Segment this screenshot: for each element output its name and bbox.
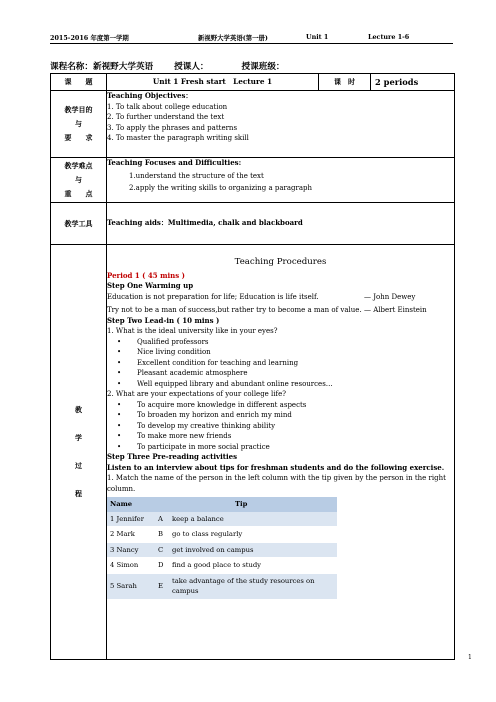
- tip-header-name: Name: [107, 497, 155, 512]
- tip-text: get involved on campus: [169, 542, 337, 558]
- teacher-label: 授课人：: [174, 62, 209, 72]
- header-unit: Unit 1: [306, 33, 329, 41]
- objective-item: 4. To master the paragraph writing skill: [107, 134, 249, 142]
- tip-text: keep a balance: [169, 512, 337, 527]
- quote-author: — John Dewey: [364, 292, 416, 301]
- focus-content: [107, 158, 455, 203]
- lesson-plan-table: [50, 73, 455, 660]
- list-item: • Pleasant academic atmosphere: [117, 368, 454, 379]
- tip-name: 4 Simon: [107, 558, 155, 574]
- tip-letter: D: [155, 558, 169, 574]
- matching-exercise: 1. Match the name of the person in the left column with the tip given by the person in the right column.: [107, 474, 446, 493]
- row-tools: [51, 203, 455, 245]
- objectives-content: [107, 91, 455, 158]
- objectives-label-line1: 教学目的: [64, 105, 93, 114]
- listening-instruction: Listen to an interview about tips for freshman students and do the following exercise.: [107, 462, 445, 472]
- procedures-label-char: 过: [75, 461, 82, 470]
- row-procedures: [51, 245, 455, 660]
- row-objectives: [51, 91, 455, 158]
- table-row: [107, 527, 337, 543]
- tip-name: 1 Jennifer: [107, 512, 155, 527]
- tip-letter: C: [155, 542, 169, 558]
- header-book: 新视野大学英语(第一册): [198, 34, 268, 42]
- table-row: [107, 558, 337, 574]
- focus-item: 1.understand the structure of the text: [129, 171, 264, 180]
- list-item: • To make more new friends: [117, 431, 454, 442]
- focus-item: 2.apply the writing skills to organizing a paragraph: [129, 184, 313, 192]
- objectives-label-line3: 要 求: [64, 133, 93, 142]
- tip-text: find a good place to study: [169, 558, 337, 574]
- step-three-heading: Step Three Pre-reading activities: [107, 452, 238, 461]
- list-item: • Qualified professors: [117, 337, 454, 348]
- table-row: [107, 573, 337, 599]
- procedures-content: [107, 245, 455, 660]
- list-item: • Nice living condition: [117, 347, 454, 358]
- hours-value: 2 periods: [371, 74, 455, 91]
- row-focus: [51, 158, 455, 203]
- tip-text: go to class regularly: [169, 527, 337, 543]
- question-1: 1. What is the ideal university like in your eyes?: [107, 327, 278, 335]
- step-one-heading: Step One Warming up: [107, 281, 194, 290]
- list-item: • To broaden my horizon and enrich my mind: [117, 410, 454, 421]
- header-lecture: Lecture 1-6: [368, 33, 410, 41]
- tip-name: 5 Sarah: [107, 573, 155, 599]
- tip-letter: A: [155, 512, 169, 527]
- quote-text: Try not to be a man of success,but rather try to become a man of value.: [107, 306, 362, 314]
- objective-item: 3. To apply the phrases and patterns: [107, 123, 238, 132]
- list-item: • To acquire more knowledge in different aspects: [117, 400, 454, 411]
- procedures-label-char: 程: [75, 489, 82, 498]
- objective-item: 2. To further understand the text: [107, 113, 225, 121]
- quote-row: [107, 292, 454, 303]
- question-2: 2. What are your expectations of your college life?: [107, 390, 287, 398]
- list-item: • To develop my creative thinking ability: [117, 421, 454, 432]
- focus-label: [51, 158, 107, 203]
- tools-label: 教学工具: [51, 203, 107, 245]
- table-row: [107, 542, 337, 558]
- question-2-list: [107, 400, 454, 453]
- tip-letter: B: [155, 527, 169, 543]
- page-number: 1: [468, 654, 472, 661]
- tip-name: 2 Mark: [107, 527, 155, 543]
- focus-heading: Teaching Focuses and Difficulties:: [107, 158, 242, 167]
- procedures-title: Teaching Procedures: [234, 257, 327, 267]
- procedures-label: [51, 245, 107, 660]
- tip-table-header: [107, 497, 337, 512]
- class-label: 授课班级：: [241, 62, 285, 72]
- focus-label-line2: 与: [75, 175, 82, 184]
- period-heading: Period 1 ( 45 mins ): [107, 270, 185, 280]
- tip-letter: E: [155, 573, 169, 599]
- row-topic: [51, 74, 455, 91]
- quote-row: [107, 305, 454, 316]
- objective-item: 1. To talk about college education: [107, 102, 228, 111]
- procedures-label-char: 教: [75, 405, 82, 414]
- objectives-label-line2: 与: [75, 119, 82, 128]
- tip-header-tip: Tip: [155, 497, 337, 512]
- question-1-list: [107, 337, 454, 390]
- topic-title: Unit 1 Fresh start Lecture 1: [107, 74, 319, 91]
- hours-label: 课 时: [319, 74, 371, 91]
- list-item: • To participate in more social practice: [117, 442, 454, 453]
- tip-name: 3 Nancy: [107, 542, 155, 558]
- focus-label-line1: 教学难点: [64, 161, 93, 170]
- tip-table: [107, 497, 337, 600]
- table-row: [107, 512, 337, 527]
- page-header: [50, 31, 453, 44]
- quote-text: Education is not preparation for life; Education is life itself.: [107, 292, 319, 301]
- tip-text: take advantage of the study resources on campus: [169, 573, 337, 599]
- objectives-label: [51, 91, 107, 158]
- objectives-heading: Teaching Objectives：: [107, 91, 193, 100]
- tools-content: Teaching aids：Multimedia, chalk and blackboard: [107, 203, 455, 245]
- course-info-line: [50, 60, 289, 72]
- focus-label-line3: 重 点: [64, 189, 93, 198]
- list-item: • Excellent condition for teaching and learning: [117, 358, 454, 369]
- quote-author: — Albert Einstein: [364, 306, 427, 314]
- course-name: 课程名称：新视野大学英语: [50, 62, 154, 72]
- list-item: • Well equipped library and abundant online resources…: [117, 379, 454, 390]
- topic-label: 课 题: [51, 74, 107, 91]
- step-two-heading: Step Two Lead-in ( 10 mins ): [107, 315, 220, 325]
- header-term: 2015-2016 年度第一学期: [50, 34, 129, 42]
- procedures-label-char: 学: [75, 433, 82, 442]
